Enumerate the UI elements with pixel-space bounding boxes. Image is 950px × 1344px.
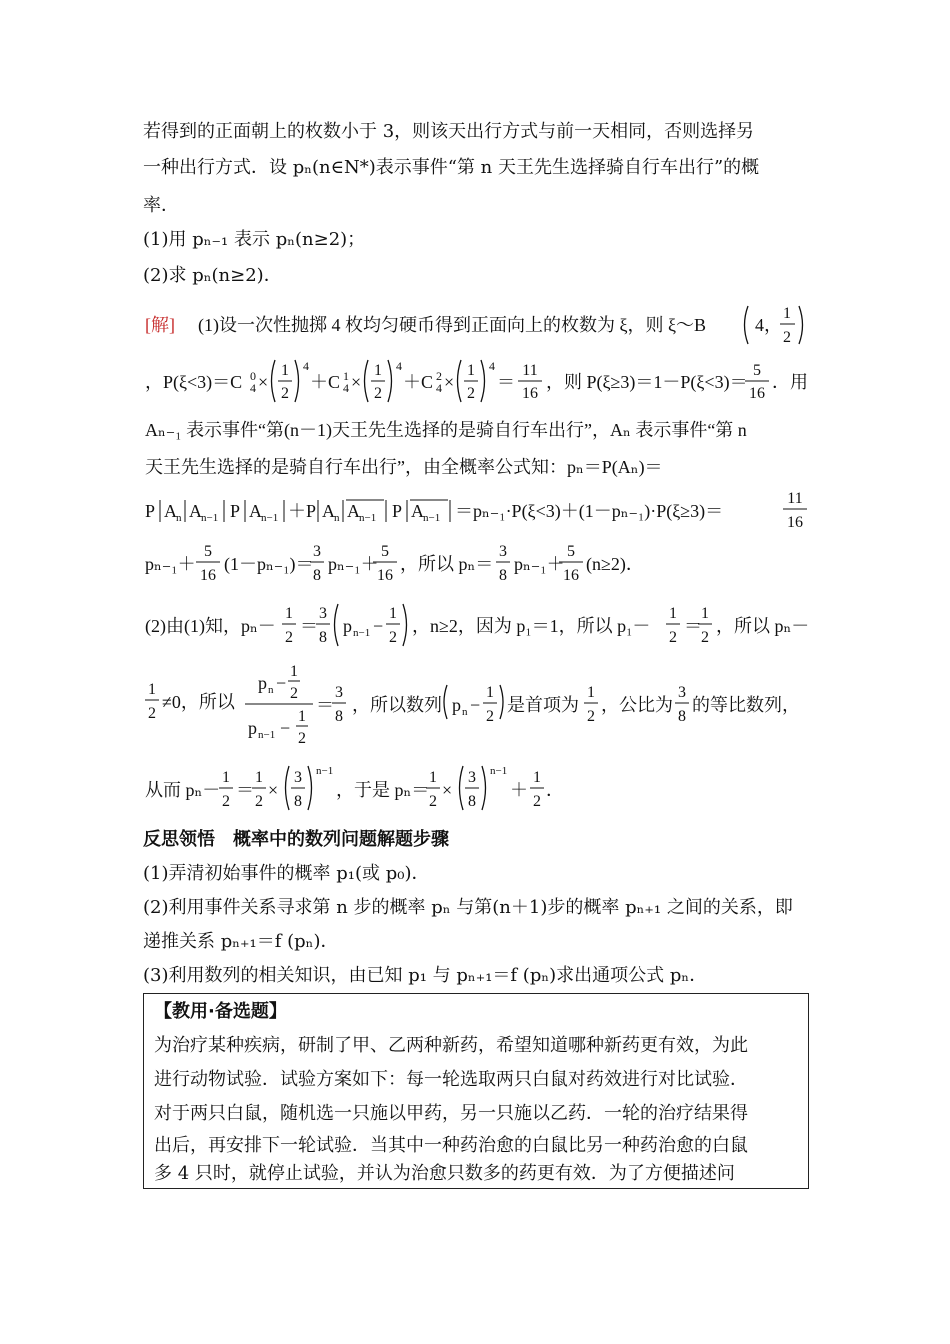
extra-line-5: 多 4 只时，就停止试验，并认为治愈只数多的药更有效．为了方便描述问 bbox=[154, 1163, 735, 1184]
svg-text:2: 2 bbox=[486, 708, 494, 725]
svg-text:＋P: ＋P bbox=[288, 501, 317, 521]
svg-text:1: 1 bbox=[701, 605, 709, 622]
svg-text:n: n bbox=[268, 684, 274, 696]
svg-text:n: n bbox=[462, 706, 468, 718]
svg-text:2: 2 bbox=[374, 385, 382, 402]
svg-text:n−1: n−1 bbox=[258, 729, 276, 741]
svg-text:2: 2 bbox=[701, 629, 709, 646]
svg-text:16: 16 bbox=[563, 567, 579, 584]
svg-text:1: 1 bbox=[374, 362, 382, 379]
svg-text:4: 4 bbox=[396, 359, 402, 373]
svg-text:2: 2 bbox=[669, 629, 677, 646]
svg-text:1: 1 bbox=[429, 769, 437, 786]
svg-text:5: 5 bbox=[567, 543, 575, 560]
reflection-step-2-cont: 递推关系 pₙ₊₁＝f (pₙ)． bbox=[143, 931, 339, 952]
extra-problem-title: 【教用·备选题】 bbox=[154, 1001, 287, 1022]
reflection-step-1: (1)弄清初始事件的概率 p₁(或 p₀)． bbox=[143, 863, 430, 884]
svg-text:4: 4 bbox=[250, 381, 256, 395]
svg-text:1: 1 bbox=[281, 362, 289, 379]
reflection-step-2: (2)利用事件关系寻求第 n 步的概率 pₙ 与第(n＋1)步的概率 pₙ₊₁ 之间的关系，即 bbox=[143, 897, 793, 918]
svg-text:，所以 pₙ－: ，所以 pₙ－ bbox=[716, 616, 810, 636]
svg-text:1: 1 bbox=[533, 769, 541, 786]
svg-text:＋C: ＋C bbox=[403, 372, 434, 392]
svg-text:×: × bbox=[444, 372, 455, 392]
svg-text:n−1: n−1 bbox=[423, 512, 441, 524]
svg-text:1: 1 bbox=[669, 605, 677, 622]
svg-text:−: − bbox=[373, 616, 384, 636]
svg-text:5: 5 bbox=[381, 543, 389, 560]
svg-text:n−1: n−1 bbox=[359, 512, 377, 524]
svg-text:2: 2 bbox=[389, 629, 397, 646]
svg-text:×: × bbox=[442, 780, 453, 800]
svg-text:p: p bbox=[452, 695, 461, 715]
svg-text:16: 16 bbox=[749, 385, 765, 402]
svg-text:−: − bbox=[276, 673, 287, 693]
svg-text:n−1: n−1 bbox=[316, 765, 334, 777]
svg-text:，所以 pₙ＝: ，所以 pₙ＝ bbox=[400, 554, 494, 574]
problem-line-1: 若得到的正面朝上的枚数小于 3，则该天出行方式与前一天相同，否则选择另 bbox=[143, 121, 755, 142]
svg-text:＝: ＝ bbox=[316, 695, 334, 715]
extra-line-3: 对于两只白鼠，随机选一只施以甲药，另一只施以乙药．一轮的治疗结果得 bbox=[154, 1103, 748, 1124]
svg-text:×: × bbox=[258, 372, 269, 392]
extra-problem-box bbox=[143, 993, 809, 1189]
svg-text:8: 8 bbox=[335, 708, 343, 725]
svg-text:n: n bbox=[176, 512, 182, 524]
svg-text:5: 5 bbox=[204, 543, 212, 560]
svg-text:(n≥2)．: (n≥2)． bbox=[586, 554, 644, 574]
svg-text:3: 3 bbox=[294, 769, 302, 786]
svg-text:1: 1 bbox=[290, 663, 298, 680]
solution-line-1: (1)设一次性抛掷 4 枚均匀硬币得到正面向上的枚数为 ξ，则 ξ～B bbox=[198, 315, 707, 335]
svg-text:11: 11 bbox=[787, 490, 803, 507]
svg-text:P: P bbox=[392, 501, 403, 521]
svg-text:n−1: n−1 bbox=[201, 512, 219, 524]
svg-text:×: × bbox=[268, 780, 279, 800]
problem-line-3: 率． bbox=[143, 195, 179, 216]
svg-text:8: 8 bbox=[319, 629, 327, 646]
svg-text:−: − bbox=[470, 695, 481, 715]
svg-text:A: A bbox=[189, 501, 202, 521]
svg-text:＋: ＋ bbox=[510, 780, 528, 800]
reflection-title: 反思领悟 概率中的数列问题解题步骤 bbox=[143, 829, 449, 850]
svg-text:3: 3 bbox=[678, 684, 686, 701]
svg-text:2: 2 bbox=[222, 793, 230, 810]
svg-text:，所以数列: ，所以数列 bbox=[352, 695, 442, 715]
svg-text:2: 2 bbox=[255, 793, 263, 810]
svg-text:2: 2 bbox=[587, 708, 595, 725]
svg-text:8: 8 bbox=[294, 793, 302, 810]
extra-line-4: 出后，再安排下一轮试验．当其中一种药治愈的白鼠比另一种药治愈的白鼠 bbox=[154, 1135, 748, 1156]
svg-text:．用: ．用 bbox=[772, 372, 808, 392]
svg-text:1: 1 bbox=[467, 362, 475, 379]
svg-text:1: 1 bbox=[783, 305, 791, 322]
svg-text:16: 16 bbox=[522, 385, 538, 402]
svg-text:4: 4 bbox=[343, 381, 349, 395]
svg-text:p: p bbox=[248, 718, 257, 738]
reflection-step-3: (3)利用数列的相关知识，由已知 p₁ 与 pₙ₊₁＝f (pₙ)求出通项公式 pₙ． bbox=[143, 965, 708, 986]
svg-text:2: 2 bbox=[281, 385, 289, 402]
svg-text:8: 8 bbox=[313, 567, 321, 584]
solution-line-3: Aₙ₋₁ 表示事件“第(n－1)天王先生选择的是骑自行车出行”，Aₙ 表示事件“第 n bbox=[145, 420, 747, 440]
svg-text:1: 1 bbox=[587, 684, 595, 701]
question-1: (1)用 pₙ₋₁ 表示 pₙ(n≥2)； bbox=[143, 229, 366, 250]
svg-text:p: p bbox=[258, 673, 267, 693]
svg-text:A: A bbox=[164, 501, 177, 521]
svg-text:1: 1 bbox=[298, 708, 306, 725]
svg-text:3: 3 bbox=[313, 543, 321, 560]
svg-text:n−1: n−1 bbox=[261, 512, 279, 524]
svg-text:×: × bbox=[351, 372, 362, 392]
svg-text:1: 1 bbox=[285, 605, 293, 622]
svg-text:3: 3 bbox=[335, 684, 343, 701]
svg-text:(2)由(1)知，pₙ－: (2)由(1)知，pₙ－ bbox=[145, 616, 276, 636]
svg-text:．: ． bbox=[546, 780, 564, 800]
extra-line-2: 进行动物试验．试验方案如下：每一轮选取两只白鼠对药效进行对比试验． bbox=[154, 1069, 748, 1090]
svg-text:P: P bbox=[145, 501, 156, 521]
svg-text:3: 3 bbox=[499, 543, 507, 560]
svg-text:，公比为: ，公比为 bbox=[601, 695, 673, 715]
svg-text:n−1: n−1 bbox=[353, 627, 371, 639]
svg-text:从而 pₙ－: 从而 pₙ－ bbox=[145, 780, 221, 800]
svg-text:8: 8 bbox=[468, 793, 476, 810]
svg-text:16: 16 bbox=[377, 567, 393, 584]
svg-text:，n≥2，因为 p₁＝1，所以 p₁－: ，n≥2，因为 p₁＝1，所以 p₁－ bbox=[412, 616, 651, 636]
svg-text:A: A bbox=[322, 501, 335, 521]
svg-text:A: A bbox=[347, 501, 360, 521]
svg-text:＝: ＝ bbox=[684, 616, 702, 636]
svg-text:3: 3 bbox=[319, 605, 327, 622]
svg-text:pₙ₋₁＋: pₙ₋₁＋ bbox=[328, 554, 379, 574]
svg-text:n−1: n−1 bbox=[490, 765, 508, 777]
svg-text:2: 2 bbox=[467, 385, 475, 402]
svg-text:2: 2 bbox=[533, 793, 541, 810]
svg-text:5: 5 bbox=[753, 362, 761, 379]
svg-text:，则 P(ξ≥3)＝1－P(ξ<3)＝: ，则 P(ξ≥3)＝1－P(ξ<3)＝ bbox=[546, 372, 748, 392]
svg-text:是首项为: 是首项为 bbox=[507, 695, 579, 715]
svg-text:8: 8 bbox=[678, 708, 686, 725]
svg-text:4: 4 bbox=[303, 359, 309, 373]
svg-text:p: p bbox=[343, 616, 352, 636]
svg-text:＝: ＝ bbox=[497, 372, 515, 392]
svg-text:pₙ₋₁＋: pₙ₋₁＋ bbox=[514, 554, 565, 574]
svg-text:1: 1 bbox=[343, 369, 349, 383]
svg-text:，P(ξ<3)＝C: ，P(ξ<3)＝C bbox=[145, 372, 243, 392]
svg-text:−: − bbox=[280, 718, 291, 738]
solution-line-4: 天王先生选择的是骑自行车出行”，由全概率公式知：pₙ＝P(Aₙ)＝ bbox=[145, 457, 663, 477]
svg-text:pₙ₋₁＋: pₙ₋₁＋ bbox=[145, 554, 196, 574]
svg-text:A: A bbox=[249, 501, 262, 521]
svg-text:16: 16 bbox=[200, 567, 216, 584]
svg-text:2: 2 bbox=[285, 629, 293, 646]
svg-text:1: 1 bbox=[255, 769, 263, 786]
svg-text:4: 4 bbox=[436, 381, 442, 395]
svg-text:1: 1 bbox=[148, 681, 156, 698]
svg-text:，于是 pₙ＝: ，于是 pₙ＝ bbox=[336, 780, 430, 800]
svg-text:A: A bbox=[411, 501, 424, 521]
svg-text:0: 0 bbox=[250, 369, 256, 383]
svg-text:1: 1 bbox=[222, 769, 230, 786]
svg-text:4: 4 bbox=[489, 359, 495, 373]
svg-text:1: 1 bbox=[486, 684, 494, 701]
svg-text:2: 2 bbox=[436, 369, 442, 383]
svg-text:的等比数列，: 的等比数列， bbox=[692, 695, 800, 715]
svg-text:＝: ＝ bbox=[236, 780, 254, 800]
svg-text:＋C: ＋C bbox=[310, 372, 341, 392]
svg-text:2: 2 bbox=[783, 329, 791, 346]
svg-text:＝pₙ₋₁·P(ξ<3)＋(1－pₙ₋₁)·P(ξ≥3)＝: ＝pₙ₋₁·P(ξ<3)＋(1－pₙ₋₁)·P(ξ≥3)＝ bbox=[455, 501, 724, 521]
svg-text:2: 2 bbox=[298, 730, 306, 747]
problem-line-2: 一种出行方式．设 pₙ(n∈N*)表示事件“第 n 天王先生选择骑自行车出行”的概 bbox=[143, 157, 760, 178]
svg-text:3: 3 bbox=[468, 769, 476, 786]
svg-text:16: 16 bbox=[787, 514, 803, 531]
svg-text:n: n bbox=[334, 512, 340, 524]
svg-text:≠0，所以: ≠0，所以 bbox=[162, 692, 235, 712]
svg-text:2: 2 bbox=[429, 793, 437, 810]
extra-line-1: 为治疗某种疾病，研制了甲、乙两种新药，希望知道哪种新药更有效，为此 bbox=[154, 1035, 748, 1056]
svg-text:＝: ＝ bbox=[300, 616, 318, 636]
svg-text:11: 11 bbox=[522, 362, 538, 379]
binomial-param: 4， bbox=[755, 315, 782, 335]
svg-text:2: 2 bbox=[290, 685, 298, 702]
solution-tag: [解] bbox=[145, 315, 175, 335]
svg-text:(1－pₙ₋₁)＝: (1－pₙ₋₁)＝ bbox=[224, 554, 314, 574]
svg-text:8: 8 bbox=[499, 567, 507, 584]
svg-text:1: 1 bbox=[389, 605, 397, 622]
svg-text:P: P bbox=[230, 501, 241, 521]
svg-text:2: 2 bbox=[148, 705, 156, 722]
question-2: (2)求 pₙ(n≥2)． bbox=[143, 265, 282, 286]
